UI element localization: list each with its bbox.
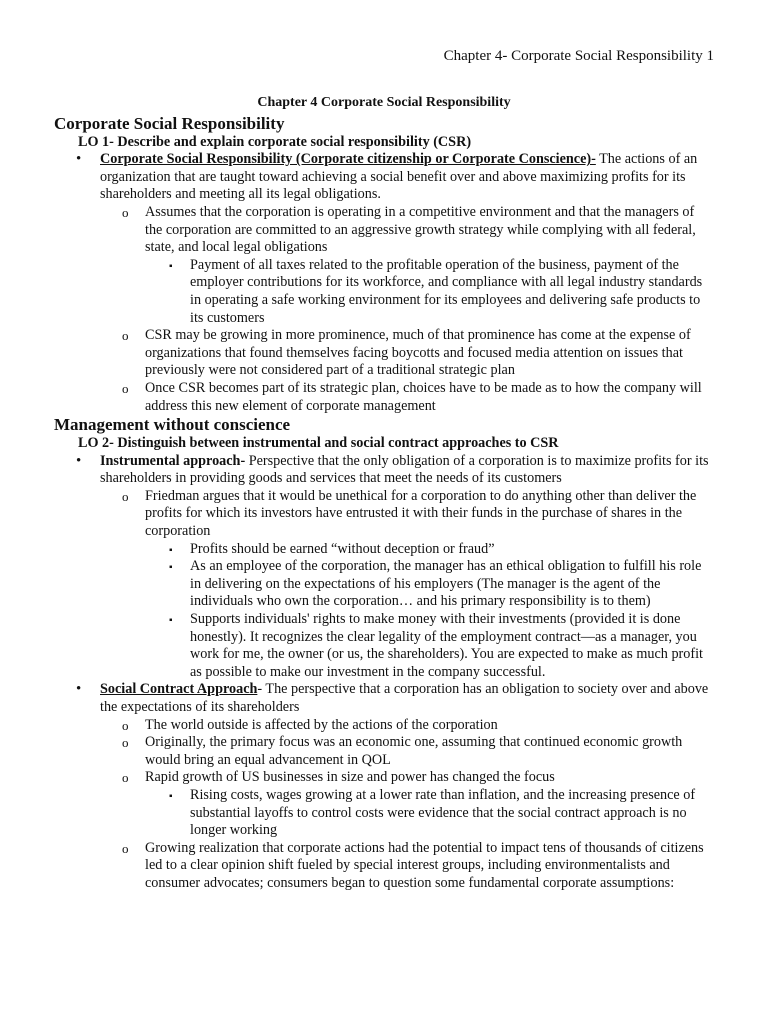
sub-item-text: The world outside is affected by the actions of the corporation: [145, 716, 498, 733]
sub-item-text: Rapid growth of US businesses in size and power has changed the focus: [145, 769, 555, 786]
sub-item-text: Once CSR becomes part of its strategic plan, choices have to be made as to how the company will address this new element of corporate management: [145, 379, 702, 414]
sub-sub-item-text: Payment of all taxes related to the profitable operation of the business, payment of the employer contributions for its workforce, and compliance with all legal industry standards in operating a safe working environment for its employees and delivering safe products to its customers: [190, 256, 703, 326]
circle-marker: o: [122, 770, 129, 786]
circle-marker: o: [122, 380, 129, 396]
sub-sub-item-taxes: [169, 256, 714, 327]
bullet-item-social-contract: [76, 681, 714, 716]
square-marker: ▪: [169, 562, 173, 574]
circle-marker: o: [122, 204, 129, 220]
document-body: [54, 94, 714, 893]
document-title: Chapter 4 Corporate Social Responsibility: [257, 95, 511, 110]
square-marker: ▪: [169, 544, 173, 556]
bullet-marker: •: [76, 681, 82, 698]
sub-sub-item-rising-costs: [169, 786, 714, 840]
circle-marker: o: [122, 488, 129, 504]
sub-item-text: Friedman argues that it would be unethical for a corporation to do anything other than deliver the profits for which its investors have entrusted it with their funds in the purchase of shares in the corporation: [145, 487, 697, 540]
bullet-item-instrumental-approach: [76, 452, 714, 488]
circle-marker: o: [122, 840, 129, 856]
sub-item-growing-realization: [122, 839, 714, 893]
sub-item-text: Assumes that the corporation is operating in a competitive environment and that the managers of the corporation are committed to an aggressive growth strategy while complying with all federal, state, and local legal obligations: [145, 203, 696, 256]
running-header: Chapter 4- Corporate Social Responsibility 1: [443, 48, 714, 64]
sub-sub-item-text: Rising costs, wages growing at a lower rate than inflation, and the increasing presence of substantial layoffs to control costs were evidence that the social contract approach is no longer working: [190, 786, 696, 839]
sub-item-rapid-growth: [122, 769, 714, 787]
circle-marker: o: [122, 735, 129, 751]
sub-sub-item-individual-rights: [169, 611, 714, 681]
sub-sub-item-text: Supports individuals' rights to make money with their investments (provided it is done honestly). It recognizes the clear legality of the employment contract—as a manager, you work for me, the owner (or us, the shareholders). You are expected to make as much profit as possible to make our investment in the company successful.: [190, 611, 703, 680]
term-csr: Corporate Social Responsibility (Corporate citizenship or Corporate Conscience)-: [100, 151, 596, 168]
sub-item-csr-prominence: [122, 327, 714, 380]
sub-sub-item-profits: [169, 540, 714, 559]
section-heading-management: Management without conscience: [54, 415, 291, 435]
bullet-marker: •: [76, 151, 82, 168]
sub-item-economic-focus: [122, 734, 714, 769]
sub-sub-item-text: Profits should be earned “without deception or fraud”: [190, 540, 495, 557]
definition-csr: The actions of an organization that are taught toward achieving a social benefit over and above maximizing profits for its shareholders and meeting all its legal obligations.: [100, 151, 698, 203]
square-marker: ▪: [169, 260, 173, 272]
sub-sub-item-manager-obligation: [169, 558, 714, 611]
sub-item-text: Originally, the primary focus was an economic one, assuming that continued economic growth would bring an equal advancement in QOL: [145, 734, 683, 768]
bullet-marker: •: [76, 452, 82, 469]
learning-objective-2: LO 2- Distinguish between instrumental and social contract approaches to CSR: [78, 435, 559, 452]
term-social-contract: Social Contract Approach: [100, 681, 258, 698]
circle-marker: o: [122, 328, 129, 344]
sub-item-text: Growing realization that corporate actions had the potential to impact tens of thousands of citizens led to a clear opinion shift fueled by special interest groups, including environmentalists and consumer advocates; consumers began to question some fundamental corporate assumptions:: [145, 839, 704, 891]
bullet-item-csr-definition: [76, 151, 714, 204]
sub-item-strategic-plan: [122, 379, 714, 415]
learning-objective-1: LO 1- Describe and explain corporate social responsibility (CSR): [78, 133, 472, 150]
sub-item-world-affected: [122, 716, 714, 735]
section-heading-csr: Corporate Social Responsibility: [54, 113, 285, 133]
sub-item-text: CSR may be growing in more prominence, much of that prominence has come at the expense of organizations that found themselves facing boycotts and focused media attention on issues that previously were not considered part of a traditional strategic plan: [145, 327, 691, 379]
sub-sub-item-text: As an employee of the corporation, the manager has an ethical obligation to fulfill his role in delivering on the expectations of his employers (The manager is the agent of the individuals who own the corporation… and his primary responsibility is to them): [190, 558, 702, 610]
definition-instrumental: Perspective that the only obligation of a corporation is to maximize profits for its shareholders in providing goods and services that meet the needs of its customers: [100, 452, 709, 487]
term-instrumental: Instrumental approach-: [100, 452, 246, 469]
square-marker: ▪: [169, 615, 173, 627]
definition-social-contract: - The perspective that a corporation has an obligation to society over and above the expectations of its shareholders: [100, 681, 709, 715]
sub-item-friedman: [122, 487, 714, 541]
square-marker: ▪: [169, 790, 173, 802]
sub-item-competitive-environment: [122, 203, 714, 257]
circle-marker: o: [122, 717, 129, 733]
